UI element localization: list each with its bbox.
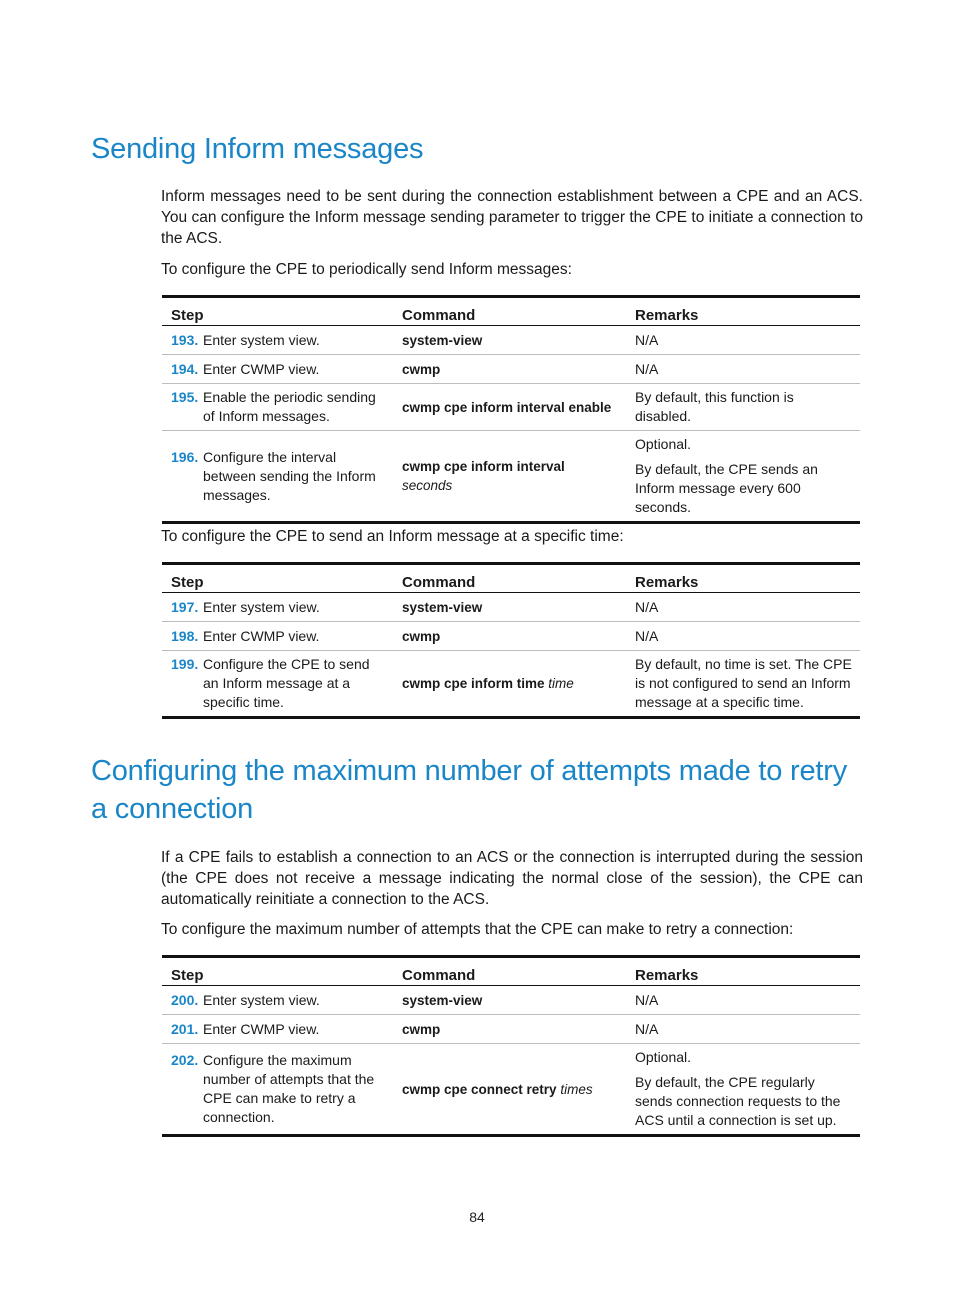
table-row	[162, 355, 860, 384]
command-cell	[393, 986, 626, 1015]
command-keyword: system-view	[402, 992, 483, 1008]
remarks-cell	[626, 431, 860, 523]
step-number: 193.	[171, 331, 199, 348]
header-remarks: Remarks	[626, 564, 860, 593]
remark-text: By default, this function is disabled.	[635, 389, 794, 424]
step-cell	[162, 593, 393, 622]
step-text: Enter CWMP view.	[203, 627, 320, 644]
step-text: Configure the CPE to send an Inform message at a specific time.	[203, 656, 370, 710]
command-keyword: cwmp	[402, 628, 441, 644]
command-keyword: cwmp cpe inform time	[402, 676, 545, 691]
table-lead: To configure the CPE to periodically send Inform messages:	[161, 261, 572, 278]
step-text: Enter system view.	[203, 991, 320, 1008]
command-argument: times	[560, 1081, 593, 1097]
table-header-row	[162, 564, 860, 593]
step-text: Configure the interval between sending the Inform messages.	[203, 448, 376, 503]
remarks-cell	[626, 326, 860, 355]
config-table-inform-time	[162, 562, 860, 719]
command-argument: seconds	[402, 478, 453, 493]
command-cell	[393, 326, 626, 355]
command-keyword: cwmp cpe inform interval	[402, 459, 565, 474]
command-cell	[393, 384, 626, 431]
step-number: 195.	[171, 389, 199, 405]
table-row	[162, 622, 860, 651]
table-row	[162, 384, 860, 431]
header-remarks: Remarks	[626, 297, 860, 326]
step-number: 199.	[171, 656, 199, 672]
remark-text: N/A	[635, 331, 659, 348]
section-intro: If a CPE fails to establish a connection to an ACS or the connection is interrupted during the session (the CPE does not receive a message indicating the normal close of the session), the CPE can automatically reinitiate a connection to the ACS.	[161, 849, 863, 908]
remark-text: N/A	[635, 1020, 659, 1037]
table-row	[162, 431, 860, 523]
remarks-cell	[626, 384, 860, 431]
command-argument: time	[548, 676, 574, 691]
table-row	[162, 986, 860, 1015]
remark-text: By default, no time is set. The CPE is not configured to send an Inform message at a specific time.	[635, 656, 852, 710]
command-keyword: system-view	[402, 332, 483, 348]
step-cell	[162, 431, 393, 523]
command-cell	[393, 431, 626, 523]
remark-text: N/A	[635, 598, 659, 615]
remarks-cell	[626, 1044, 860, 1136]
remarks-cell	[626, 1015, 860, 1044]
command-keyword: cwmp	[402, 1021, 441, 1037]
table-row	[162, 1044, 860, 1136]
step-text: Enter system view.	[203, 331, 320, 348]
command-cell	[393, 622, 626, 651]
table-lead: To configure the CPE to send an Inform message at a specific time:	[161, 528, 624, 545]
header-command: Command	[393, 564, 626, 593]
remark-text: Optional.	[635, 436, 692, 452]
table-header-row	[162, 297, 860, 326]
command-cell	[393, 1044, 626, 1136]
step-cell	[162, 651, 393, 718]
config-table-periodic-inform	[162, 295, 860, 524]
step-cell	[162, 622, 393, 651]
remarks-cell	[626, 622, 860, 651]
header-command: Command	[393, 297, 626, 326]
table-row	[162, 651, 860, 718]
remark-text: By default, the CPE sends an Inform message every 600 seconds.	[635, 461, 818, 515]
command-keyword: cwmp	[402, 361, 441, 377]
section-title: Configuring the maximum number of attempts made to retry a connection	[91, 755, 848, 825]
step-number: 202.	[171, 1052, 199, 1068]
page-number: 84	[469, 1209, 485, 1225]
command-cell	[393, 355, 626, 384]
command-cell	[393, 651, 626, 718]
header-command: Command	[393, 957, 626, 986]
remark-text: N/A	[635, 627, 659, 644]
remark-text: By default, the CPE regularly sends connection requests to the ACS until a connection is set up.	[635, 1074, 841, 1128]
remarks-cell	[626, 593, 860, 622]
step-text: Enter system view.	[203, 598, 320, 615]
command-keyword: cwmp cpe connect retry	[402, 1081, 557, 1097]
remarks-cell	[626, 355, 860, 384]
section-title: Sending Inform messages	[91, 133, 424, 165]
step-number: 198.	[171, 627, 199, 644]
step-number: 194.	[171, 360, 199, 377]
step-text: Configure the maximum number of attempts that the CPE can make to retry a connection.	[203, 1052, 375, 1125]
table-header-row	[162, 957, 860, 986]
step-number: 201.	[171, 1020, 199, 1037]
table-row	[162, 326, 860, 355]
step-text: Enter CWMP view.	[203, 360, 320, 377]
step-number: 196.	[171, 448, 199, 465]
table-row	[162, 593, 860, 622]
step-text: Enter CWMP view.	[203, 1020, 320, 1037]
section-intro: Inform messages need to be sent during the connection establishment between a CPE and an ACS. You can configure the Inform message sending parameter to trigger the CPE to initiate a connection to the ACS.	[161, 188, 863, 247]
remark-text: Optional.	[635, 1049, 692, 1065]
header-step: Step	[162, 957, 393, 986]
config-table-connect-retry	[162, 955, 860, 1137]
remark-text: N/A	[635, 360, 659, 377]
table-lead: To configure the maximum number of attempts that the CPE can make to retry a connection:	[161, 921, 794, 938]
step-cell	[162, 384, 393, 431]
header-remarks: Remarks	[626, 957, 860, 986]
step-number: 200.	[171, 991, 199, 1008]
header-step: Step	[162, 564, 393, 593]
command-keyword: system-view	[402, 599, 483, 615]
remark-text: N/A	[635, 991, 659, 1008]
header-step: Step	[162, 297, 393, 326]
step-text: Enable the periodic sending of Inform messages.	[203, 389, 376, 424]
remarks-cell	[626, 651, 860, 718]
step-number: 197.	[171, 598, 199, 615]
command-keyword: cwmp cpe inform interval enable	[402, 399, 612, 415]
step-cell	[162, 326, 393, 355]
step-cell	[162, 355, 393, 384]
step-cell	[162, 1044, 393, 1136]
command-cell	[393, 1015, 626, 1044]
step-cell	[162, 986, 393, 1015]
step-cell	[162, 1015, 393, 1044]
table-row	[162, 1015, 860, 1044]
command-cell	[393, 593, 626, 622]
remarks-cell	[626, 986, 860, 1015]
